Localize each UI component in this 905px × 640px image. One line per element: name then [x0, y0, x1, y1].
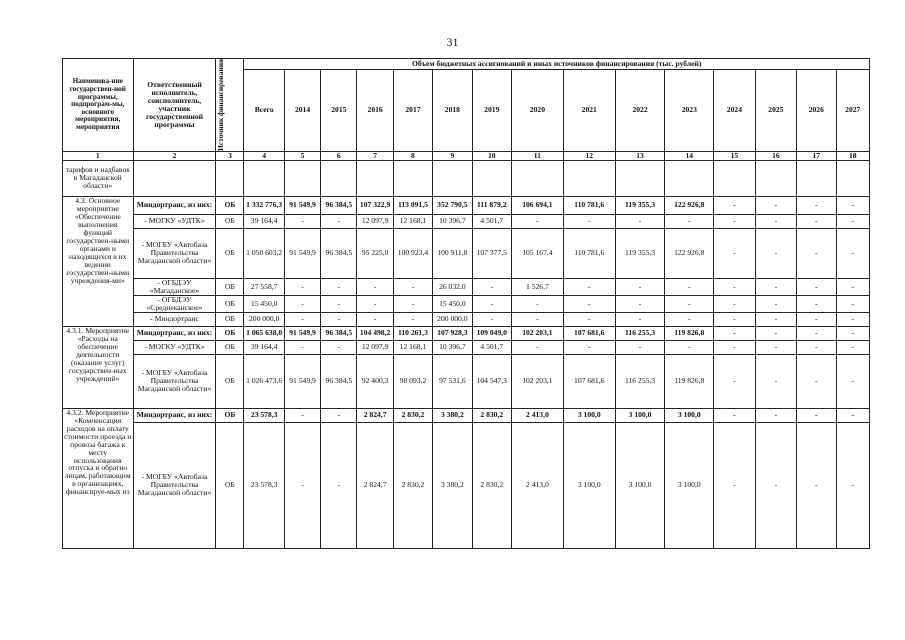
row-value: - [755, 326, 796, 340]
row-value: 1 526,7 [511, 278, 563, 295]
column-number: 2 [133, 151, 216, 160]
row-value: - [615, 214, 665, 228]
column-number-row [63, 151, 870, 160]
row-value: - [563, 312, 615, 326]
row-value: 3 100,0 [615, 422, 665, 548]
page-number: 31 [446, 35, 459, 49]
row-value: - [797, 295, 836, 312]
header-year: 2014 [284, 70, 320, 152]
column-number: 15 [714, 151, 755, 160]
row-value: - [797, 278, 836, 295]
row-value: 23 578,3 [244, 408, 284, 422]
column-number: 17 [797, 151, 836, 160]
row-value: - [563, 214, 615, 228]
row-value: - [836, 326, 870, 340]
row-value: 3 100,0 [665, 408, 714, 422]
column-number: 11 [511, 151, 563, 160]
row-value: - [321, 214, 357, 228]
row-funding-source: ОБ [216, 312, 244, 326]
row-executor: - МОГКУ «УДТК» [133, 340, 216, 354]
row-value: 122 926,8 [665, 196, 714, 214]
header-year: 2022 [615, 70, 665, 152]
row-value: 4 501,7 [472, 340, 511, 354]
row-value: - [836, 354, 870, 408]
row-value: 200 000,0 [433, 312, 472, 326]
column-number: 14 [665, 151, 714, 160]
row-value: - [836, 214, 870, 228]
header-year: 2015 [321, 70, 357, 152]
row-value: 95 225,0 [357, 228, 393, 278]
header-source [216, 59, 244, 152]
row-funding-source: ОБ [216, 408, 244, 422]
row-value: - [755, 278, 796, 295]
budget-table [62, 58, 870, 549]
row-value: 2 413,0 [511, 408, 563, 422]
row-value: 3 100,0 [563, 408, 615, 422]
row-value: 110 781,6 [563, 196, 615, 214]
row-value: - [755, 408, 796, 422]
row-value: - [284, 278, 320, 295]
row-value: - [755, 196, 796, 214]
row-value: 12 097,9 [357, 214, 393, 228]
header-year: 2016 [357, 70, 393, 152]
row-value: - [836, 422, 870, 548]
row-value: 110 781,6 [563, 228, 615, 278]
row-value: 100 923,4 [393, 228, 432, 278]
header-year: 2020 [511, 70, 563, 152]
row-value: 107 377,5 [472, 228, 511, 278]
row-value: 119 355,3 [615, 196, 665, 214]
row-value: 2 824,7 [357, 408, 393, 422]
row-value: - [472, 312, 511, 326]
row-value: - [714, 340, 755, 354]
table-row [63, 326, 870, 340]
column-number: 18 [836, 151, 870, 160]
row-value: 110 261,3 [393, 326, 432, 340]
row-value: 106 694,1 [511, 196, 563, 214]
row-value: 96 384,5 [321, 354, 357, 408]
row-funding-source: ОБ [216, 295, 244, 312]
row-value: - [321, 408, 357, 422]
row-value: 3 380,2 [433, 408, 472, 422]
row-value: - [797, 196, 836, 214]
row-value: 26 032,0 [433, 278, 472, 295]
row-value: 12 168,1 [393, 214, 432, 228]
row-value: 98 093,2 [393, 354, 432, 408]
table-row [63, 196, 870, 214]
row-value: - [321, 422, 357, 548]
row-value: 116 255,3 [615, 354, 665, 408]
row-value: - [836, 278, 870, 295]
row-value: - [511, 295, 563, 312]
row-value: 107 928,3 [433, 326, 472, 340]
row-value: 119 826,8 [665, 354, 714, 408]
column-number: 8 [393, 151, 432, 160]
row-value: 15 450,0 [433, 295, 472, 312]
row-executor: - МОГБУ «Автобаза Правительства Магаданской области» [133, 228, 216, 278]
row-value: - [665, 278, 714, 295]
row-value: - [836, 196, 870, 214]
table-row [63, 278, 870, 295]
row-executor: - МОГКУ «УДТК» [133, 214, 216, 228]
row-value: 39 164,4 [244, 214, 284, 228]
row-value: - [714, 326, 755, 340]
row-executor: - ОГБДЭУ «Магаданское» [133, 278, 216, 295]
row-value: 2 830,2 [393, 408, 432, 422]
row-executor: Миндортранс, из них: [133, 408, 216, 422]
row-value: 92 400,3 [357, 354, 393, 408]
row-value: - [797, 408, 836, 422]
column-number: 10 [472, 151, 511, 160]
row-funding-source: ОБ [216, 214, 244, 228]
row-value: 23 578,3 [244, 422, 284, 548]
row-value: - [714, 278, 755, 295]
row-value: - [284, 340, 320, 354]
column-number: 12 [563, 151, 615, 160]
row-value: - [563, 340, 615, 354]
header-year: Всего [244, 70, 284, 152]
row-activity-name: 4.3.2. Мероприятие «Компенсация расходов на оплату стоимости проезда и провоза багажа к месту использования отпуска и обратно лицам, работающим в организациях, финансируе-мых из [63, 408, 134, 548]
row-value: - [665, 340, 714, 354]
row-value: 39 164,4 [244, 340, 284, 354]
header-source-label: Источник финансирования [216, 59, 226, 151]
header-year: 2024 [714, 70, 755, 152]
table-row [63, 422, 870, 548]
row-value: - [797, 312, 836, 326]
row-value: - [665, 312, 714, 326]
row-value: - [393, 295, 432, 312]
row-value: 2 413,0 [511, 422, 563, 548]
row-value: 96 384,5 [321, 196, 357, 214]
row-value: - [836, 340, 870, 354]
row-value: - [563, 295, 615, 312]
row-value: - [615, 340, 665, 354]
row-value: - [511, 214, 563, 228]
row-value: - [357, 278, 393, 295]
row-value: - [755, 228, 796, 278]
row-value: 200 000,0 [244, 312, 284, 326]
row-value: 104 547,3 [472, 354, 511, 408]
row-value: - [393, 278, 432, 295]
row-value: - [755, 340, 796, 354]
column-number: 16 [755, 151, 796, 160]
header-year: 2019 [472, 70, 511, 152]
header-year: 2017 [393, 70, 432, 152]
row-value: - [797, 214, 836, 228]
row-value: - [284, 295, 320, 312]
row-value: 107 681,6 [563, 354, 615, 408]
row-value: 27 558,7 [244, 278, 284, 295]
row-value: - [357, 312, 393, 326]
row-value: - [797, 340, 836, 354]
row-value: - [615, 278, 665, 295]
row-value: 3 100,0 [563, 422, 615, 548]
row-value: - [714, 228, 755, 278]
row-executor: - Миндортранс [133, 312, 216, 326]
column-number: 5 [284, 151, 320, 160]
row-value: - [797, 354, 836, 408]
row-value: - [511, 312, 563, 326]
column-number: 1 [63, 151, 134, 160]
table-body [63, 160, 870, 548]
row-value: 1 065 638,0 [244, 326, 284, 340]
row-value: 122 926,8 [665, 228, 714, 278]
row-funding-source: ОБ [216, 196, 244, 214]
row-value: - [472, 278, 511, 295]
header-executor: Ответственный исполнитель, соисполнитель, участник государственной программы [133, 59, 216, 152]
row-funding-source: ОБ [216, 354, 244, 408]
row-funding-source: ОБ [216, 278, 244, 295]
row-activity-name: 4.3. Основное мероприятие «Обеспечение выполнения функций государствен-ными органами и находящихся в их ведении государствен-ными учреждения-ми» [63, 196, 134, 326]
row-value: - [755, 422, 796, 548]
row-funding-source: ОБ [216, 326, 244, 340]
row-value: - [797, 326, 836, 340]
table-row [63, 312, 870, 326]
row-value: 91 549,9 [284, 228, 320, 278]
row-value: 15 450,0 [244, 295, 284, 312]
row-value: - [755, 354, 796, 408]
header-year: 2027 [836, 70, 870, 152]
row-value: - [284, 408, 320, 422]
header-name: Наименова-ние государствен-ной программы, подпрограм-мы, основного мероприятия, мероприятия [63, 59, 134, 152]
header-volume-title: Объем бюджетных ассигнований и иных источников финансирования (тыс. рублей) [244, 59, 870, 70]
row-value: 3 380,2 [433, 422, 472, 548]
column-number: 6 [321, 151, 357, 160]
row-value: - [836, 408, 870, 422]
row-value: 119 826,8 [665, 326, 714, 340]
table-row [63, 228, 870, 278]
row-value: - [836, 312, 870, 326]
row-value: - [714, 214, 755, 228]
row-value: - [393, 312, 432, 326]
row-value: 102 203,1 [511, 326, 563, 340]
row-value: 109 049,0 [472, 326, 511, 340]
row-value: 119 355,3 [615, 228, 665, 278]
row-value: 2 824,7 [357, 422, 393, 548]
table-row [63, 354, 870, 408]
row-value: 1 026 473,6 [244, 354, 284, 408]
row-value: 96 384,5 [321, 326, 357, 340]
row-value: - [321, 312, 357, 326]
continuation-text: тарифов и надбавок в Магаданской области» [63, 160, 134, 196]
row-value: 107 322,9 [357, 196, 393, 214]
row-value: - [797, 228, 836, 278]
row-activity-name: 4.3.1. Мероприятие «Расходы на обеспечение деятельности (оказание услуг) государствен-ных учреждений» [63, 326, 134, 408]
row-executor: Миндортранс, из них: [133, 196, 216, 214]
row-value: - [755, 312, 796, 326]
table-row [63, 408, 870, 422]
row-value: - [321, 295, 357, 312]
row-value: 100 911,8 [433, 228, 472, 278]
row-executor: Миндортранс, из них: [133, 326, 216, 340]
row-value: 2 830,2 [472, 408, 511, 422]
header-year: 2021 [563, 70, 615, 152]
row-value: 113 091,5 [393, 196, 432, 214]
header-year: 2023 [665, 70, 714, 152]
row-value: - [714, 196, 755, 214]
continuation-row [63, 160, 870, 196]
row-funding-source: ОБ [216, 228, 244, 278]
row-value: 102 203,1 [511, 354, 563, 408]
row-value: 91 549,9 [284, 196, 320, 214]
header-year: 2025 [755, 70, 796, 152]
row-value: - [714, 295, 755, 312]
row-value: 96 384,5 [321, 228, 357, 278]
table-row [63, 214, 870, 228]
column-number: 9 [433, 151, 472, 160]
row-value: - [321, 278, 357, 295]
column-number: 7 [357, 151, 393, 160]
row-value: 1 050 603,2 [244, 228, 284, 278]
row-value: 91 549,9 [284, 326, 320, 340]
row-value: 4 501,7 [472, 214, 511, 228]
row-value: - [665, 214, 714, 228]
row-value: - [714, 408, 755, 422]
row-value: - [836, 228, 870, 278]
row-value: 10 396,7 [433, 340, 472, 354]
row-value: - [615, 312, 665, 326]
row-value: 12 097,9 [357, 340, 393, 354]
row-value: 105 167,4 [511, 228, 563, 278]
row-value: 91 549,9 [284, 354, 320, 408]
row-executor: - МОГБУ «Автобаза Правительства Магаданской области» [133, 354, 216, 408]
row-value: - [665, 295, 714, 312]
row-value: - [563, 278, 615, 295]
row-value: 2 830,2 [472, 422, 511, 548]
row-value: - [615, 295, 665, 312]
row-value: 116 255,3 [615, 326, 665, 340]
header-year: 2018 [433, 70, 472, 152]
row-value: - [714, 354, 755, 408]
row-value: - [511, 340, 563, 354]
row-value: - [836, 295, 870, 312]
row-value: - [755, 214, 796, 228]
row-value: - [284, 214, 320, 228]
row-value: 1 332 776,3 [244, 196, 284, 214]
row-value: 104 498,2 [357, 326, 393, 340]
row-value: 10 396,7 [433, 214, 472, 228]
row-value: - [714, 422, 755, 548]
column-number: 3 [216, 151, 244, 160]
table-row [63, 295, 870, 312]
row-value: - [321, 340, 357, 354]
row-value: - [797, 422, 836, 548]
row-value: - [472, 295, 511, 312]
row-value: - [755, 295, 796, 312]
row-funding-source: ОБ [216, 422, 244, 548]
row-value: 3 100,0 [665, 422, 714, 548]
row-value: - [357, 295, 393, 312]
row-value: 97 531,6 [433, 354, 472, 408]
row-value: 111 879,2 [472, 196, 511, 214]
row-value: - [284, 422, 320, 548]
row-value: 2 830,2 [393, 422, 432, 548]
row-funding-source: ОБ [216, 340, 244, 354]
row-value: 352 790,5 [433, 196, 472, 214]
row-value: - [284, 312, 320, 326]
column-number: 13 [615, 151, 665, 160]
header-year: 2026 [797, 70, 836, 152]
row-value: 107 681,6 [563, 326, 615, 340]
row-value: - [714, 312, 755, 326]
row-executor: - МОГБУ «Автобаза Правительства Магаданской области» [133, 422, 216, 548]
column-number: 4 [244, 151, 284, 160]
table-row [63, 340, 870, 354]
row-value: 3 100,0 [615, 408, 665, 422]
row-executor: - ОГБДЭУ «Среднеканское» [133, 295, 216, 312]
row-value: 12 168,1 [393, 340, 432, 354]
